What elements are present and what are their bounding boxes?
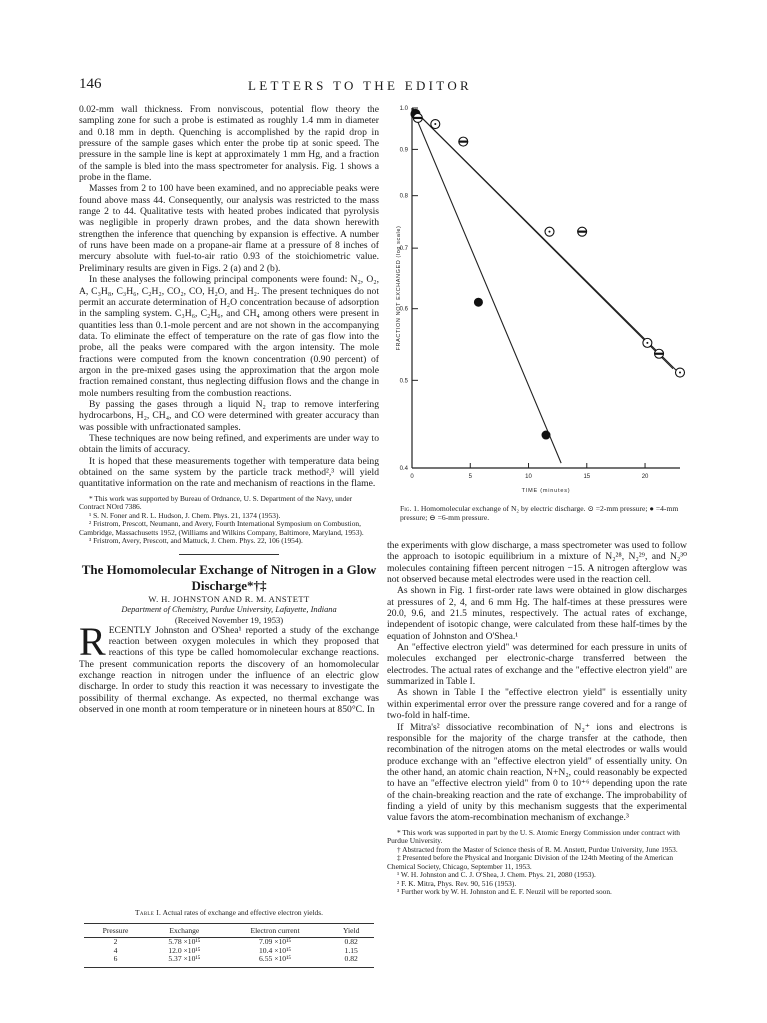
y-axis-label: FRACTION NOT EXCHANGED (log scale) [396,225,402,351]
body-paragraph: In these analyses the following principal components were found: N₂, O₂, A, C₃H₈, C₃H₆, C₂H₂, CO₂, CO, H₂O, and H₂. The present techniques do not permit an accurate determination of H₂O concentration because of adsorption in the sampling system. C₃H₆, C₂H₆, and CH₄ among others were present in quantities less than 0.1-mole percent and are not shown in the accompanying data. To eliminate the effect of temperature on the rate of gas flow into the probe, all the peaks were compared with the argon intensity. The mole fractions were computed from the known concentration (0.90 percent) of argon in the pre-mixed gases using the approximation that the argon mole fraction remained constant, thus neglecting diffusion flows and the change in mole numbers resulting from the combustion reactions. [79,274,379,399]
body-paragraph: 0.02-mm wall thickness. From nonviscous, potential flow theory the sampling zone for such a probe is estimated as roughly 1.4 mm in diameter and 0.18 mm in depth. Quenching is accomplished by the rapid drop in pressure of the sample gases which enter the probe tip at sonic speed. The pressure in the sample line is kept at approximately 1 mm Hg, and a fraction of the sample is bled into the mass spectrometer for analysis. Fig. 1 shows a probe in the flame. [79,104,379,184]
table-cell: 10.4 ×10¹⁵ [259,945,291,955]
footnote: ¹ W. H. Johnston and C. J. O'Shea, J. Chem. Phys. 21, 2080 (1953). [397,870,596,880]
footnote: ¹ S. N. Foner and R. L. Hudson, J. Chem. Phys. 21, 1374 (1953). [89,510,281,520]
footnote: ‡ Presented before the Physical and Inorganic Division of the 124th Meeting of the American Chemical Society, Chicago, September 11, 1953. [387,853,674,871]
footnote: ³ Further work by W. H. Johnston and E. F. Neuzil will be reported soon. [397,887,612,897]
column-header: Yield [328,924,374,938]
body-paragraph: As shown in Fig. 1 first-order rate laws were obtained in glow discharges at pressures of 2, 4, and 6 mm Hg. The half-times at these pressures were 20.0, 9.6, and 21.5 minutes, respectively. The actual rates of exchange, independent of isotopic change, were calculated from these half-times by the equation of Johnston and O'Shea.¹ [387,585,687,642]
footnote: ² F. K. Mitra, Phys. Rev. 90, 516 (1953). [397,878,517,888]
body-paragraph: As shown in Table I the "effective electron yield" is essentially unity within experimental error over the pressure range covered and for a range of two-fold in half-time. [387,687,687,722]
table-cell: 12.0 ×10¹⁵ [168,945,201,955]
table-cell: 4 [113,945,118,955]
fit-line [412,108,561,463]
x-tick-label: 15 [583,474,591,480]
table-cell: 1.15 [344,945,358,955]
column-header: Exchange [147,924,222,938]
table-header-row [84,924,374,938]
footnote: * This work was supported in part by the U. S. Atomic Energy Commission under contract with Purdue University. [387,827,681,846]
body-paragraph: These techniques are now being refined, and experiments are under way to obtain the limits of accuracy. [79,432,379,456]
y-tick-label: 0.6 [399,306,408,313]
table-row [84,947,374,956]
figure-1-chart [392,96,692,496]
column-header: Electron current [222,924,329,938]
body-paragraph: the experiments with glow discharge, a mass spectrometer was used to follow the approach to isotopic equilibrium in a mixture of N₂²⁸, N₂²⁹, and N₂³⁰ molecules containing fifteen percent nitrogen −15. A nitrogen afterglow was not observed because metal electrodes were used in the reaction cell. [387,540,687,586]
data-point-2mm-center [548,231,550,233]
fit-line [412,108,673,369]
table-cell: 2 [113,937,118,946]
y-tick-label: 0.9 [399,147,408,154]
article-title: The Homomolecular Exchange of Nitrogen in a Glow Discharge*†‡ [81,561,377,593]
data-point-4mm [542,431,551,440]
body-paragraph: Masses from 2 to 100 have been examined, and no appreciable peaks were found above mass 44. Consequently, our analysis was restricted to the mass range 2 to 44. Qualitative tests with heated probes indicated that pyrolysis was negligible in properly drawn probes, and the data shown herewith strengthen the inference that quenching by expansion is effective. A number of runs have been made on a propane-air flame at a pressure of 8 inches of mercury absolute with fuel-to-air ratio 0.93 of the stoichiometric value. Preliminary results are given in Figs. 2 (a) and 2 (b). [79,183,379,274]
data-point-2mm-center [679,372,681,374]
running-head: LETTERS TO THE EDITOR [248,78,472,93]
left-column [79,104,379,715]
article-affiliation: Department of Chemistry, Purdue University, Lafayette, Indiana [121,604,337,614]
x-axis-label: TIME (minutes) [521,488,571,494]
data-point-2mm-center [434,123,436,125]
table-1 [79,908,379,968]
column-header: Pressure [84,924,147,938]
footnote: * This work was supported by Bureau of Ordnance, U. S. Department of the Navy, under Contract NOrd 7386. [79,493,353,512]
x-tick-label: 0 [410,474,414,480]
article-authors: W. H. JOHNSTON AND R. M. ANSTETT [148,593,310,604]
table-cell: 0.82 [344,937,358,946]
table-cell: 6.55 ×10¹⁵ [259,954,291,964]
body-paragraph: By passing the gases through a liquid N₂ trap to remove interfering hydrocarbons, H₂, CH₄, and CO were determined with greater accuracy than was possible with unfractionated samples. [79,398,379,433]
footnote: † Abstracted from the Master of Science thesis of R. M. Anstett, Purdue University, June 1953. [397,844,678,854]
exchange-table [84,923,374,968]
table-cell: 5.37 ×10¹⁵ [168,954,201,964]
received-date: (Received November 19, 1953) [174,614,284,625]
body-paragraph: If Mitra's² dissociative recombination of N₂⁺ ions and electrons is responsible for the majority of the charge transfer at the cathode, then recombination of the nitrogen atoms on the metal electrodes or walls would produce exchange with an "effective electron yield" of essentially unity. On the other hand, an atomic chain reaction, N+N₂, could reasonably be expected to have an "effective electron yield" from 0 to 10⁺⁶ depending upon the rate of the chain-breaking reaction and the rate of exchange. The improbability of finding a yield of unity by this mechanism suggests that the experimental value favors the atom-recombination mechanism of exchange.³ [387,721,687,824]
table-row [84,955,374,967]
figure-caption-label: Fig. 1. [400,504,419,513]
section-divider [179,554,279,555]
x-tick-label: 5 [468,474,472,480]
figure-caption-text: Homomolecular exchange of N₂ by electric discharge. ⊙ =2-mm pressure; ● =4-mm pressure; ⊖ =6-mm pressure. [400,504,679,522]
page-number: 146 [79,76,102,92]
x-tick-label: 10 [525,474,532,480]
table-row [84,938,374,947]
y-tick-label: 0.7 [399,246,408,253]
figure-caption [400,504,690,522]
x-tick-label: 20 [641,474,649,480]
y-tick-label: 0.5 [399,378,408,385]
footnote: ³ Fristrom, Avery, Prescott, and Mattuck, J. Chem. Phys. 22, 106 (1954). [89,536,303,546]
table-cell: 0.82 [344,954,358,964]
body-paragraph: An "effective electron yield" was determined for each pressure in units of molecules exchanged per electronic-charge transferred between the electrodes. The actual rates of exchange and the "effective electron yield" are summarized in Table I. [387,642,687,688]
y-tick-label: 1.0 [399,106,408,112]
drop-cap: R [79,618,106,664]
footnote: ² Fristrom, Prescott, Neumann, and Avery, Fourth International Symposium on Combustion, Cambridge, Massachusetts 1952, (Williams and Wilkins Company, Baltimore, Maryland, 1953). [79,519,364,537]
table-caption [79,908,379,917]
first-paragraph-text: ECENTLY Johnston and O'Shea¹ reported a study of the exchange reaction between oxygen molecules in which they proposed that reactions of this type be called homomolecular exchange reactions. The present communication reports the discovery of an homomolecular exchange reaction in nitrogen under the influence of an electric glow discharge. In order to study this reaction it was necessary to investigate the possibility of thermal exchange. As expected, no thermal exchange was observed in one month at room temperature or in nineteen hours at 850°C. In [79,624,379,716]
body-paragraph: It is hoped that these measurements together with temperature data being obtained on the same system by the particle track method²,³ will yield quantitative information on the rate and mechanism of reactions in the flame. [79,455,379,490]
table-caption-label: Table I. [135,908,162,917]
y-tick-label: 0.8 [399,193,408,200]
table-caption-text: Actual rates of exchange and effective electron yields. [162,908,323,917]
data-point-4mm [474,298,483,307]
right-column [387,540,687,897]
y-tick-label: 0.4 [399,466,408,472]
table-cell: 7.09 ×10¹⁵ [259,937,291,946]
table-cell: 5.78 ×10¹⁵ [168,937,201,946]
table-cell: 6 [113,954,118,964]
data-point-2mm-center [646,342,648,344]
